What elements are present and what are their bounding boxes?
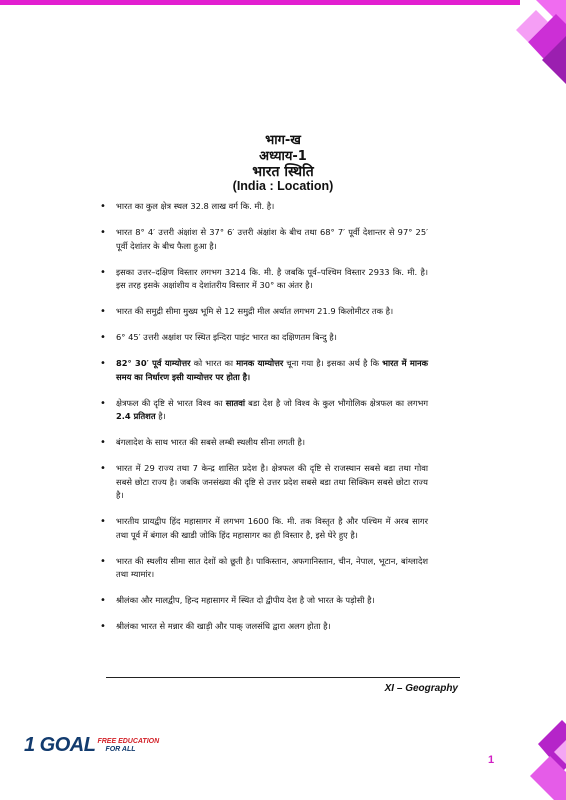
brand-logo (24, 734, 159, 757)
bullet-text: भारत की समुद्री सीमा मुख्य भूमि से 12 समुद्री मील अर्थात लगभग 21.9 किलोमीटर तक है। (116, 306, 394, 316)
corner-decoration-bottom-right (506, 716, 566, 800)
page-title: भारत स्थिति (252, 164, 314, 180)
bullet-text: श्रीलंका भारत से मन्नार की खाड़ी और पाक् जलसंधि द्वारा अलग होता है। (116, 621, 331, 631)
bullet-text: इसका उत्तर–दक्षिण विस्तार लगभग 3214 कि. मी. है जबकि पूर्व–पश्चिम विस्तार 2933 कि. मी. है। इस तरह इसके अक्षांशीय व देशांतरीय विस्तार में 30° का अंतर है। (116, 266, 428, 290)
page-subtitle: (India : Location) (232, 179, 334, 193)
footer-divider (106, 677, 460, 678)
bullet-text: बंगलादेश के साथ भारत की सबसे लम्बी स्थलीय सीना लगती है। (116, 437, 306, 447)
list-item (108, 594, 428, 608)
bullet-text: को भारत का (190, 358, 237, 368)
bullet-text: भारतीय प्रायद्वीप हिंद महासागर में लगभग 1600 कि. मी. तक विस्तृत है और पश्चिम में अरब सागर तथा पूर्व में बंगाल की खाडी जोकि हिंद महासागर का ही विस्तार है, इसे घेरे हुए है। (116, 516, 428, 540)
logo-tagline (97, 738, 159, 754)
logo-tagline-line2: FOR ALL (105, 745, 136, 753)
bullet-emphasis-text: मानक याम्योत्तर (236, 358, 284, 368)
list-item (108, 305, 428, 319)
top-accent-bar (0, 0, 520, 5)
list-item (108, 226, 428, 253)
bullet-text: 6° 45′ उत्तरी अक्षांश पर स्थित इन्दिरा पाइंट भारत का दक्षिणतम बिन्दु है। (116, 332, 337, 342)
bullet-text: है। (155, 411, 166, 421)
bullet-emphasis-text: 2.4 प्रतिशत (116, 411, 156, 421)
list-item (108, 357, 428, 384)
list-item (108, 397, 428, 424)
bullet-emphasis-text: भारत में मानक समय का निर्धारण इसी याम्योत्तर पर होता है। (116, 358, 428, 382)
list-item (108, 200, 428, 214)
list-item (108, 555, 428, 582)
bullet-emphasis-text: 82° 30′ पूर्व याम्योत्तर (116, 358, 191, 368)
bullet-text: भारत 8° 4′ उत्तरी अंक्षांश से 37° 6′ उत्तरी अंक्षांश के बीच तथा 68° 7′ पूर्वी देशान्तर से 97° 25′ पूर्वी देशांतर के बीच फैला हुआ है। (116, 227, 428, 251)
part-heading: भाग-ख (265, 133, 301, 148)
bullet-list (108, 200, 428, 646)
bullet-text: भारत का कुल क्षेत्र स्थल 32.8 लाख वर्ग कि. मी. है। (116, 201, 275, 211)
bullet-text: श्रीलंका और मालद्वीप, हिन्द महासागर में स्थित दो द्वीपीय देश है जो भारत के पड़ोसी है। (116, 595, 375, 605)
bullet-text: चूना गया है। इसका अर्थ है कि (283, 358, 383, 368)
list-item (108, 331, 428, 345)
logo-tagline-line1: FREE EDUCATION (97, 737, 160, 745)
list-item (108, 515, 428, 542)
corner-decoration-top-right (506, 0, 566, 90)
chapter-heading: अध्याय-1 (259, 149, 307, 164)
bullet-text: भारत में 29 राज्य तथा 7 केन्द्र शासित प्रदेश है। क्षेत्रफल की दृष्टि से राजस्थान सबसे बडा तथा गोवा सबसे छोटा राज्य है। जबकि जनसंख्या की दृष्टि से उत्तर प्रदेश सबसे बडा तथा सिक्किम सबसे छोटा राज्य है। (116, 463, 428, 500)
list-item (108, 266, 428, 293)
page-number: 1 (488, 754, 495, 766)
bullet-text: क्षेत्रफल की दृष्टि से भारत विश्व का (116, 397, 226, 408)
bullet-emphasis-text: सातवां (225, 397, 246, 408)
bullet-text: बडा देश है जो विश्व के कुल भौगोलिक क्षेत्रफल का लगभग (245, 397, 428, 408)
list-item (108, 462, 428, 503)
footer-subject: XI – Geography (384, 683, 458, 694)
list-item (108, 620, 428, 634)
logo-wordmark: 1 GOAL (24, 734, 96, 756)
list-item (108, 436, 428, 450)
bullet-text: भारत की स्थलीय सीमा सात देशों को छूती है। पाकिस्तान, अफगानिस्तान, चीन, नेपाल, भूटान, बांग्लादेश तथा म्यामांर। (116, 555, 428, 579)
